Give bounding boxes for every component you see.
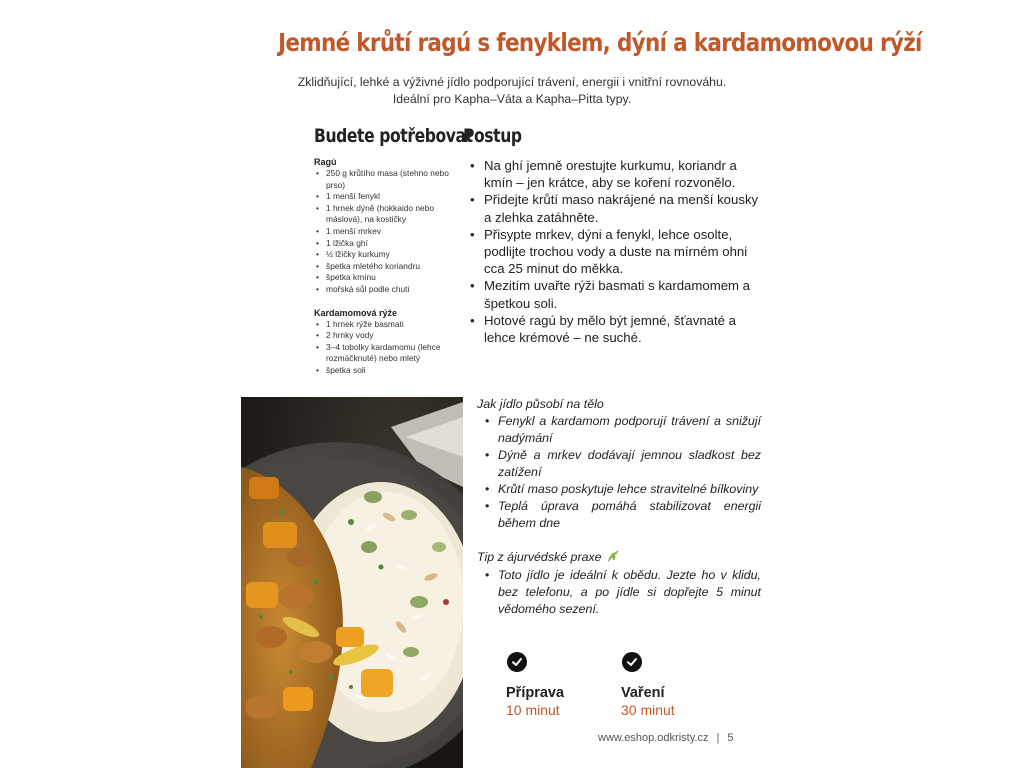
ingredient-item: • špetka kmínu [314,272,450,284]
dish-photo [241,397,463,768]
ingredient-item: • 3–4 tobolky kardamomu (lehce rozmáčknuté) nebo mletý [314,342,450,365]
ingredient-item: • 1 hrnek dýně (hokkaido nebo máslová), na kostičky [314,203,450,226]
prep-time [506,652,616,718]
ingredient-item: • 1 lžička ghí [314,238,450,250]
ingredient-item: • 250 g krůtího masa (stehno nebo prso) [314,168,450,191]
page-title: Jemné krůtí ragú s fenyklem, dýní a kardamomovou rýží [278,28,922,57]
method-step: • Hotové ragú by mělo být jemné, šťavnaté a lehce krémové – ne suché. [463,312,763,346]
method-step: • Na ghí jemně orestujte kurkumu, koriandr a kmín – jen krátce, aby se koření rozvonělo. [463,157,763,191]
tip-heading-text: Tip z ájurvédské praxe [477,550,602,564]
ingredient-item: • ½ lžičky kurkumy [314,249,450,261]
ingredient-item: • špetka soli [314,365,450,377]
footer-site: www.eshop.odkristy.cz [598,732,709,744]
ingredients-section [314,125,473,377]
tip-list [477,567,761,618]
method-section [463,125,763,346]
ingredient-group-title: Ragú [314,157,337,167]
ingredient-item: • špetka mletého koriandru [314,261,450,273]
cook-value: 30 minut [621,702,675,718]
check-circle-icon [622,652,642,672]
prep-value: 10 minut [506,702,560,718]
ingredient-item: • 1 menší fenykl [314,191,450,203]
method-step: • Přisypte mrkev, dýni a fenykl, lehce osolte, podlijte trochou vody a duste na mírném ohni cca 25 minut do měkka. [463,226,763,278]
method-heading: Postup [463,125,522,147]
ingredient-group-title: Kardamomová rýže [314,307,398,318]
tip-item: • Toto jídlo je ideální k obědu. Jezte ho v klidu, bez telefonu, a po jídle si dopřejte 5 minut vědomého sezení. [477,567,761,618]
prep-label: Příprava [506,685,565,701]
page-footer [598,732,733,744]
tip-heading [477,549,761,567]
ingredient-item: • 1 hrnek rýže basmati [314,319,450,331]
footer-separator: | [716,732,720,744]
herb-leaf-icon [607,550,619,567]
effect-item: • Teplá úprava pomáhá stabilizovat energii během dne [477,498,761,532]
effect-item: • Fenykl a kardamom podporují trávení a snižují nadýmání [477,413,761,447]
ingredient-item: • 1 menší mrkev [314,226,450,238]
effects-section [477,396,761,618]
effects-list [477,413,761,532]
effect-item: • Dýně a mrkev dodávají jemnou sladkost bez zatížení [477,447,761,481]
cook-time [621,652,731,718]
method-steps [463,157,763,346]
page-number: 5 [727,732,734,744]
effects-heading: Jak jídlo působí na tělo [477,397,604,411]
cook-label: Vaření [621,685,665,701]
ingredient-list-ragu [314,168,450,296]
method-step: • Mezitím uvařte rýži basmati s kardamomem a špetkou soli. [463,277,763,311]
ingredients-heading: Budete potřebovat [314,125,473,147]
ingredient-list-rice [314,319,450,377]
ingredient-item: • mořská sůl podle chuti [314,284,450,296]
effect-item: • Krůtí maso poskytuje lehce stravitelné bílkoviny [477,481,761,498]
method-step: • Přidejte krůtí maso nakrájené na menší kousky a zlehka zatáhněte. [463,191,763,225]
intro-text: Zklidňující, lehké a výživné jídlo podporující trávení, energii i vnitřní rovnováhu. Ideální pro Kapha–Váta a Kapha–Pitta typy. [297,75,727,106]
check-circle-icon [507,652,527,672]
ingredient-item: • 2 hrnky vody [314,330,450,342]
